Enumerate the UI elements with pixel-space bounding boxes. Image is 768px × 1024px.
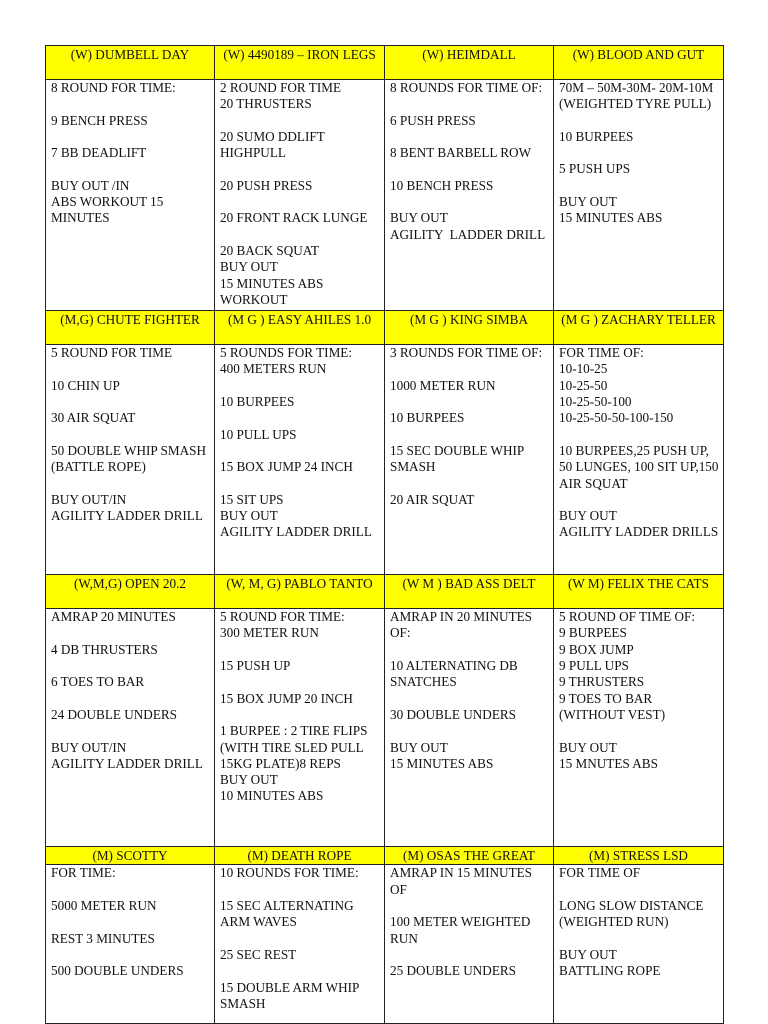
workout-line: 20 BACK SQUAT — [220, 242, 319, 258]
blank-line — [51, 361, 211, 377]
workout-line: 25 DOUBLE UNDERS — [390, 963, 517, 979]
workout-line: BUY OUT — [220, 508, 278, 524]
blank-line — [51, 161, 211, 177]
blank-line — [559, 427, 720, 443]
workout-line: 20 FRONT RACK LUNGE — [220, 210, 368, 226]
blank-line — [220, 113, 381, 129]
blank-line — [559, 882, 720, 898]
workout-line: (BATTLE ROPE) — [51, 459, 146, 475]
workout-line: 50 LUNGES, 100 SIT UP,150 AIR SQUAT — [559, 459, 722, 491]
workout-line: 5 ROUNDS FOR TIME: — [220, 345, 353, 361]
blank-line — [220, 378, 381, 394]
blank-line — [390, 427, 550, 443]
workout-title: (M) DEATH ROPE — [215, 847, 385, 865]
blank-line — [559, 931, 720, 947]
workout-line: 15 SEC DOUBLE WHIP SMASH — [390, 442, 528, 475]
blank-line — [559, 178, 720, 194]
workout-line: 9 BURPEES — [559, 625, 627, 641]
workout-details — [385, 345, 554, 575]
workout-line: AGILITY LADDER DRILL — [390, 226, 546, 242]
workout-details — [46, 609, 215, 847]
blank-line — [390, 691, 550, 707]
workout-line: 30 AIR SQUAT — [51, 410, 136, 426]
workout-title: (W M ) BAD ASS DELT — [385, 575, 554, 609]
workout-line: REST 3 MINUTES — [51, 930, 155, 946]
workout-line: BUY OUT — [390, 739, 448, 755]
workout-line: 15 BOX JUMP 20 INCH — [220, 690, 353, 706]
workout-details — [385, 609, 554, 847]
workout-line: 6 PUSH PRESS — [390, 112, 476, 128]
blank-line — [51, 129, 211, 145]
workout-line: 10-25-50 — [559, 377, 608, 393]
workout-line: BUY OUT/IN — [51, 491, 127, 507]
workout-line: 10 MINUTES ABS — [220, 788, 324, 804]
blank-line — [390, 947, 550, 963]
workout-title: (W) BLOOD AND GUT — [554, 46, 724, 80]
workout-line: FOR TIME OF — [559, 865, 641, 881]
workout-line: 20 AIR SQUAT — [390, 491, 475, 507]
blank-line — [220, 963, 381, 979]
workout-line: 10 BENCH PRESS — [390, 177, 494, 193]
workout-line: 9 BOX JUMP — [559, 641, 634, 657]
workout-line: 10-25-50-50-100-150 — [559, 410, 674, 426]
blank-line — [390, 642, 550, 658]
blank-line — [390, 898, 550, 914]
workout-line: BUY OUT — [220, 259, 278, 275]
workout-line: 5000 METER RUN — [51, 898, 157, 914]
blank-line — [51, 427, 211, 443]
workout-line: 15 SEC ALTERNATING ARM WAVES — [220, 898, 357, 930]
workout-line: 10 BURPEES,25 PUSH UP, — [559, 442, 709, 458]
workout-title: (M G ) KING SIMBA — [385, 311, 554, 345]
workout-line: 5 ROUND OF TIME OF: — [559, 609, 696, 625]
workout-line: 15 MINUTES ABS WORKOUT — [220, 275, 327, 307]
blank-line — [51, 476, 211, 492]
workout-details — [46, 865, 215, 1024]
workout-details — [215, 345, 385, 575]
workout-header-row — [46, 46, 724, 80]
workout-line: BUY OUT — [559, 194, 617, 210]
workout-line: 1 BURPEE : 2 TIRE FLIPS (WITH TIRE SLED PULL 15KG PLATE)8 REPS — [220, 723, 371, 771]
workout-line: 7 BB DEADLIFT — [51, 145, 147, 161]
workout-line: 25 SEC REST — [220, 946, 297, 962]
workout-details — [385, 865, 554, 1024]
workout-line: 500 DOUBLE UNDERS — [51, 963, 184, 979]
workout-line: 10 BURPEES — [220, 394, 295, 410]
blank-line — [51, 691, 211, 707]
workout-line: 100 METER WEIGHTED RUN — [390, 914, 534, 946]
workout-line: 20 SUMO DDLIFT HIGHPULL — [220, 128, 328, 161]
blank-line — [51, 914, 211, 930]
workout-line: 6 TOES TO BAR — [51, 674, 145, 690]
workout-line: 10 ROUNDS FOR TIME: — [220, 865, 359, 881]
blank-line — [51, 96, 211, 112]
workout-line: 15 MNUTES ABS — [559, 755, 658, 771]
workout-line: AGILITY LADDER DRILL — [220, 524, 372, 540]
workout-line: 10 CHIN UP — [51, 377, 120, 393]
workout-details — [215, 609, 385, 847]
workout-line: 10-25-50-100 — [559, 394, 632, 410]
workout-line: BUY OUT/IN — [51, 739, 127, 755]
blank-line — [390, 723, 550, 739]
workout-line: 70M – 50M-30M- 20M-10M — [559, 80, 714, 95]
blank-line — [390, 161, 550, 177]
workout-line: AGILITY LADDER DRILL — [51, 755, 203, 771]
workout-line: AMRAP 20 MINUTES — [51, 609, 176, 625]
workout-line: 9 THRUSTERS — [559, 674, 645, 690]
blank-line — [220, 642, 381, 658]
workout-line: 10 PULL UPS — [220, 426, 297, 442]
workout-title: (W) DUMBELL DAY — [46, 46, 215, 80]
blank-line — [390, 96, 550, 112]
blank-line — [51, 658, 211, 674]
workout-line: 15 BOX JUMP 24 INCH — [220, 459, 353, 475]
workout-details — [215, 80, 385, 311]
workout-line: 8 BENT BARBELL ROW — [390, 145, 532, 161]
workout-header-row — [46, 311, 724, 345]
blank-line — [390, 476, 550, 492]
workout-line: 50 DOUBLE WHIP SMASH — [51, 442, 206, 458]
workout-title: (M G ) ZACHARY TELLER — [554, 311, 724, 345]
blank-line — [559, 492, 720, 508]
workout-title: (M,G) CHUTE FIGHTER — [46, 311, 215, 345]
workout-line: 15 MINUTES ABS — [559, 210, 663, 226]
workout-details — [554, 609, 724, 847]
blank-line — [220, 194, 381, 210]
blank-line — [51, 882, 211, 898]
workout-line: BUY OUT — [559, 739, 617, 755]
workout-title: (W, M, G) PABLO TANTO — [215, 575, 385, 609]
workout-line: 20 THRUSTERS — [220, 96, 312, 112]
workout-title: (M) SCOTTY — [46, 847, 215, 865]
workout-body-row — [46, 865, 724, 1024]
workout-line: 1000 METER RUN — [390, 377, 496, 393]
workout-line: 15 MINUTES ABS — [390, 755, 494, 771]
workout-body-row — [46, 609, 724, 847]
blank-line — [51, 947, 211, 963]
workout-body-row — [46, 80, 724, 311]
workout-line: 5 PUSH UPS — [559, 161, 631, 177]
workout-line: 15 DOUBLE ARM WHIP SMASH — [220, 979, 363, 1011]
workout-line: BUY OUT /IN — [51, 177, 130, 193]
workout-line: 20 PUSH PRESS — [220, 177, 313, 193]
workout-line: AGILITY LADDER DRILL — [51, 508, 203, 524]
blank-line — [220, 476, 381, 492]
workout-title: (M) STRESS LSD — [554, 847, 724, 865]
workout-line: BATTLING ROPE — [559, 963, 661, 979]
workout-details — [46, 80, 215, 311]
blank-line — [220, 410, 381, 426]
blank-line — [390, 129, 550, 145]
workout-line: 4 DB THRUSTERS — [51, 641, 158, 657]
workout-line: (WEIGHTED TYRE PULL) — [559, 96, 712, 112]
workout-line: 10 BURPEES — [559, 128, 634, 144]
workout-title: (M) OSAS THE GREAT — [385, 847, 554, 865]
workout-line: FOR TIME OF: — [559, 345, 644, 361]
blank-line — [51, 625, 211, 641]
blank-line — [390, 361, 550, 377]
workout-title: (M G ) EASY AHILES 1.0 — [215, 311, 385, 345]
workout-line: BUY OUT — [390, 210, 448, 226]
workout-header-row — [46, 575, 724, 609]
workout-line: LONG SLOW DISTANCE (WEIGHTED RUN) — [559, 898, 707, 930]
workout-line: BUY OUT — [220, 772, 278, 788]
blank-line — [559, 145, 720, 161]
workout-details — [554, 80, 724, 311]
blank-line — [559, 113, 720, 129]
workout-title: (W,M,G) OPEN 20.2 — [46, 575, 215, 609]
workout-line: FOR TIME: — [51, 865, 116, 881]
workout-line: 30 DOUBLE UNDERS — [390, 706, 517, 722]
workout-line: AMRAP IN 20 MINUTES OF: — [390, 609, 536, 641]
workout-line: 8 ROUNDS FOR TIME OF: — [390, 80, 543, 95]
workout-line: BUY OUT — [559, 508, 617, 524]
blank-line — [220, 161, 381, 177]
blank-line — [51, 723, 211, 739]
workout-line: 8 ROUND FOR TIME: — [51, 80, 176, 95]
workout-line: 5 ROUND FOR TIME — [51, 345, 173, 361]
workout-details — [215, 865, 385, 1024]
workout-line: 10-10-25 — [559, 361, 608, 377]
workout-line: 9 TOES TO BAR (WITHOUT VEST) — [559, 690, 666, 722]
workout-line: AMRAP IN 15 MINUTES OF — [390, 865, 536, 897]
workout-line: BUY OUT — [559, 946, 617, 962]
blank-line — [220, 931, 381, 947]
workout-line: 300 METER RUN — [220, 625, 319, 641]
workout-table — [45, 45, 724, 1024]
workout-line: 10 BURPEES — [390, 410, 465, 426]
blank-line — [220, 227, 381, 243]
workout-body-row — [46, 345, 724, 575]
blank-line — [220, 443, 381, 459]
blank-line — [51, 394, 211, 410]
blank-line — [220, 882, 381, 898]
workout-details — [46, 345, 215, 575]
blank-line — [390, 194, 550, 210]
workout-line: 2 ROUND FOR TIME — [220, 80, 342, 95]
workout-line: 3 ROUNDS FOR TIME OF: — [390, 345, 543, 361]
workout-line: AGILITY LADDER DRILLS — [559, 524, 719, 540]
workout-title: (W M) FELIX THE CATS — [554, 575, 724, 609]
blank-line — [559, 723, 720, 739]
workout-line: 9 BENCH PRESS — [51, 112, 148, 128]
workout-line: 9 PULL UPS — [559, 658, 629, 674]
workout-title: (W) HEIMDALL — [385, 46, 554, 80]
workout-details — [554, 345, 724, 575]
blank-line — [390, 394, 550, 410]
workout-line: ABS WORKOUT 15 MINUTES — [51, 194, 167, 226]
workout-line: 15 SIT UPS — [220, 491, 284, 507]
workout-line: 5 ROUND FOR TIME: — [220, 609, 345, 625]
workout-line: 10 ALTERNATING DB SNATCHES — [390, 658, 522, 690]
workout-title: (W) 4490189 – IRON LEGS — [215, 46, 385, 80]
workout-header-row — [46, 847, 724, 865]
workout-details — [554, 865, 724, 1024]
workout-line: 400 METERS RUN — [220, 361, 327, 377]
blank-line — [220, 707, 381, 723]
workout-details — [385, 80, 554, 311]
workout-line: 15 PUSH UP — [220, 658, 291, 674]
workout-line: 24 DOUBLE UNDERS — [51, 706, 178, 722]
blank-line — [220, 674, 381, 690]
